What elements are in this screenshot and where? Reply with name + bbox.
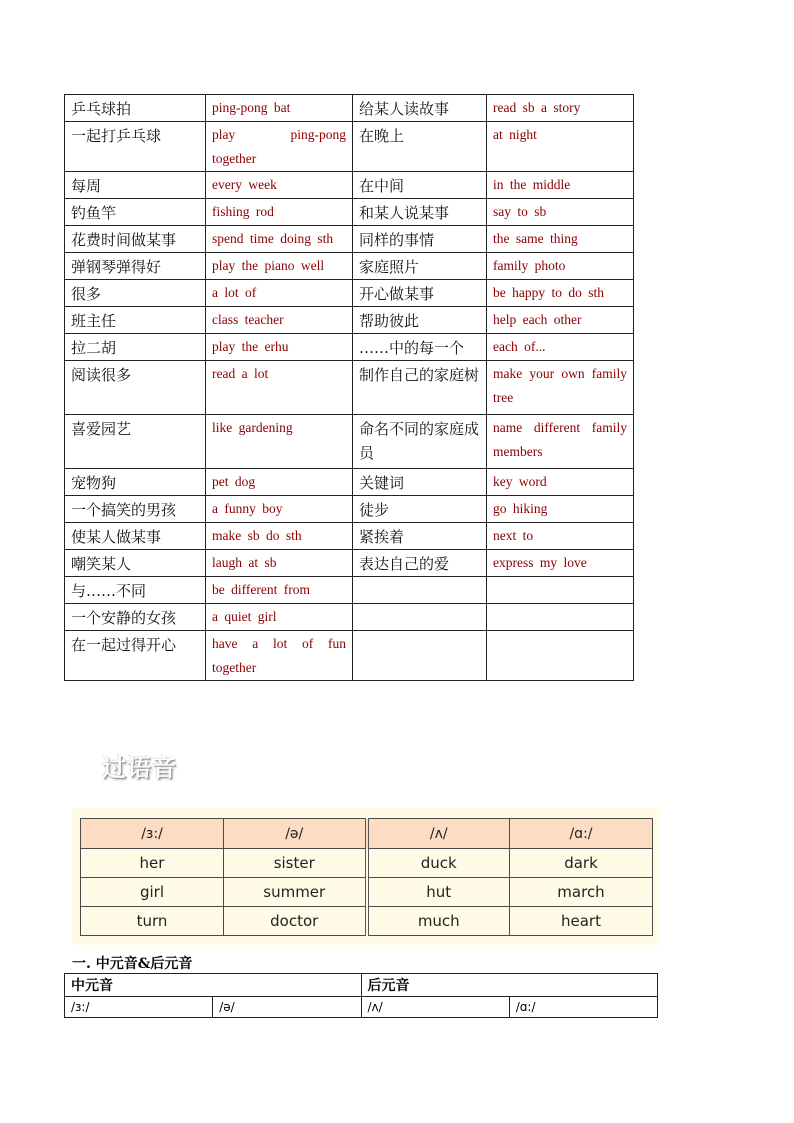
- chinese-phrase: 使某人做某事: [65, 523, 206, 550]
- vowel-symbol: /ʌ/: [361, 997, 509, 1018]
- table-row: [65, 334, 634, 361]
- chinese-phrase: 很多: [65, 280, 206, 307]
- example-word: doctor: [224, 907, 367, 936]
- chinese-phrase: 命名不同的家庭成员: [353, 415, 487, 469]
- table-row: [65, 523, 634, 550]
- phonetic-symbol: /ɑ:/: [510, 819, 653, 849]
- table-row: [65, 415, 634, 469]
- table-row: [65, 226, 634, 253]
- english-phrase: the same thing: [487, 226, 634, 253]
- example-word: summer: [224, 878, 367, 907]
- empty-cell: [353, 604, 487, 631]
- table-row: [65, 550, 634, 577]
- chinese-phrase: 弹钢琴弹得好: [65, 253, 206, 280]
- chinese-phrase: 一个搞笑的男孩: [65, 496, 206, 523]
- chinese-phrase: 嘲笑某人: [65, 550, 206, 577]
- table-row: [65, 631, 634, 681]
- section-heading: 过语音: [102, 754, 177, 782]
- empty-cell: [487, 577, 634, 604]
- chinese-phrase: 宠物狗: [65, 469, 206, 496]
- english-phrase: at night: [487, 122, 634, 172]
- vowel-symbol-row: [65, 997, 658, 1018]
- chinese-phrase: 紧挨着: [353, 523, 487, 550]
- vocabulary-table: [64, 94, 634, 681]
- example-word: girl: [81, 878, 224, 907]
- chinese-phrase: 班主任: [65, 307, 206, 334]
- english-phrase: ping-pong bat: [206, 95, 353, 122]
- english-phrase: read a lot: [206, 361, 353, 415]
- chinese-phrase: 阅读很多: [65, 361, 206, 415]
- chinese-phrase: 在晚上: [353, 122, 487, 172]
- english-phrase: name different family members: [487, 415, 634, 469]
- english-phrase: be happy to do sth: [487, 280, 634, 307]
- chinese-phrase: 帮助彼此: [353, 307, 487, 334]
- example-word: turn: [81, 907, 224, 936]
- english-phrase: express my love: [487, 550, 634, 577]
- vowel-symbol: /ɜ:/: [65, 997, 213, 1018]
- english-phrase: make your own family tree: [487, 361, 634, 415]
- table-row: [65, 253, 634, 280]
- chinese-phrase: 制作自己的家庭树: [353, 361, 487, 415]
- english-phrase: each of...: [487, 334, 634, 361]
- english-phrase: help each other: [487, 307, 634, 334]
- empty-cell: [353, 577, 487, 604]
- chinese-phrase: 每周: [65, 172, 206, 199]
- english-phrase: class teacher: [206, 307, 353, 334]
- english-phrase: a quiet girl: [206, 604, 353, 631]
- chinese-phrase: 表达自己的爱: [353, 550, 487, 577]
- table-row: [65, 172, 634, 199]
- vowel-group-row: [65, 974, 658, 997]
- table-row: [65, 280, 634, 307]
- phonics-row: [81, 907, 653, 936]
- english-phrase: pet dog: [206, 469, 353, 496]
- table-row: [65, 122, 634, 172]
- english-phrase: go hiking: [487, 496, 634, 523]
- empty-cell: [353, 631, 487, 681]
- group-header-back-vowels: 后元音: [361, 974, 658, 997]
- chinese-phrase: 乒乓球拍: [65, 95, 206, 122]
- english-phrase: like gardening: [206, 415, 353, 469]
- phonics-table: [80, 818, 653, 936]
- english-phrase: key word: [487, 469, 634, 496]
- example-word: hut: [367, 878, 510, 907]
- phonics-header-row: [81, 819, 653, 849]
- english-phrase: laugh at sb: [206, 550, 353, 577]
- english-phrase: family photo: [487, 253, 634, 280]
- phonetic-symbol: /ɜ:/: [81, 819, 224, 849]
- chinese-phrase: 同样的事情: [353, 226, 487, 253]
- vowel-table: [64, 973, 658, 1018]
- table-row: [65, 95, 634, 122]
- chinese-phrase: 花费时间做某事: [65, 226, 206, 253]
- chinese-phrase: 喜爱园艺: [65, 415, 206, 469]
- english-phrase: be different from: [206, 577, 353, 604]
- english-phrase: read sb a story: [487, 95, 634, 122]
- empty-cell: [487, 604, 634, 631]
- table-row: [65, 199, 634, 226]
- english-phrase: fishing rod: [206, 199, 353, 226]
- table-row: [65, 604, 634, 631]
- table-row: [65, 496, 634, 523]
- english-phrase: make sb do sth: [206, 523, 353, 550]
- phonics-row: [81, 849, 653, 878]
- chinese-phrase: 一个安静的女孩: [65, 604, 206, 631]
- phonics-row: [81, 878, 653, 907]
- chinese-phrase: 家庭照片: [353, 253, 487, 280]
- english-phrase: a funny boy: [206, 496, 353, 523]
- english-phrase: play ping-pong together: [206, 122, 353, 172]
- phonetic-symbol: /ʌ/: [367, 819, 510, 849]
- english-phrase: have a lot of fun together: [206, 631, 353, 681]
- chinese-phrase: 和某人说某事: [353, 199, 487, 226]
- example-word: sister: [224, 849, 367, 878]
- english-phrase: every week: [206, 172, 353, 199]
- chinese-phrase: 徒步: [353, 496, 487, 523]
- english-phrase: play the piano well: [206, 253, 353, 280]
- english-phrase: in the middle: [487, 172, 634, 199]
- example-word: her: [81, 849, 224, 878]
- table-row: [65, 361, 634, 415]
- phonetic-symbol: /ə/: [224, 819, 367, 849]
- example-word: duck: [367, 849, 510, 878]
- chinese-phrase: 开心做某事: [353, 280, 487, 307]
- chinese-phrase: 一起打乒乓球: [65, 122, 206, 172]
- chinese-phrase: 在中间: [353, 172, 487, 199]
- chinese-phrase: 钓鱼竿: [65, 199, 206, 226]
- english-phrase: next to: [487, 523, 634, 550]
- example-word: much: [367, 907, 510, 936]
- chinese-phrase: ……中的每一个: [353, 334, 487, 361]
- vowel-symbol: /ə/: [213, 997, 361, 1018]
- chinese-phrase: 拉二胡: [65, 334, 206, 361]
- chinese-phrase: 给某人读故事: [353, 95, 487, 122]
- example-word: dark: [510, 849, 653, 878]
- example-word: march: [510, 878, 653, 907]
- english-phrase: a lot of: [206, 280, 353, 307]
- english-phrase: say to sb: [487, 199, 634, 226]
- vowel-symbol: /ɑ:/: [509, 997, 657, 1018]
- table-row: [65, 469, 634, 496]
- empty-cell: [487, 631, 634, 681]
- chinese-phrase: 关键词: [353, 469, 487, 496]
- table-row: [65, 307, 634, 334]
- chinese-phrase: 与……不同: [65, 577, 206, 604]
- chinese-phrase: 在一起过得开心: [65, 631, 206, 681]
- english-phrase: spend time doing sth: [206, 226, 353, 253]
- group-header-central-vowels: 中元音: [65, 974, 362, 997]
- table-row: [65, 577, 634, 604]
- section-subtitle: 一. 中元音&后元音: [72, 956, 193, 972]
- english-phrase: play the erhu: [206, 334, 353, 361]
- example-word: heart: [510, 907, 653, 936]
